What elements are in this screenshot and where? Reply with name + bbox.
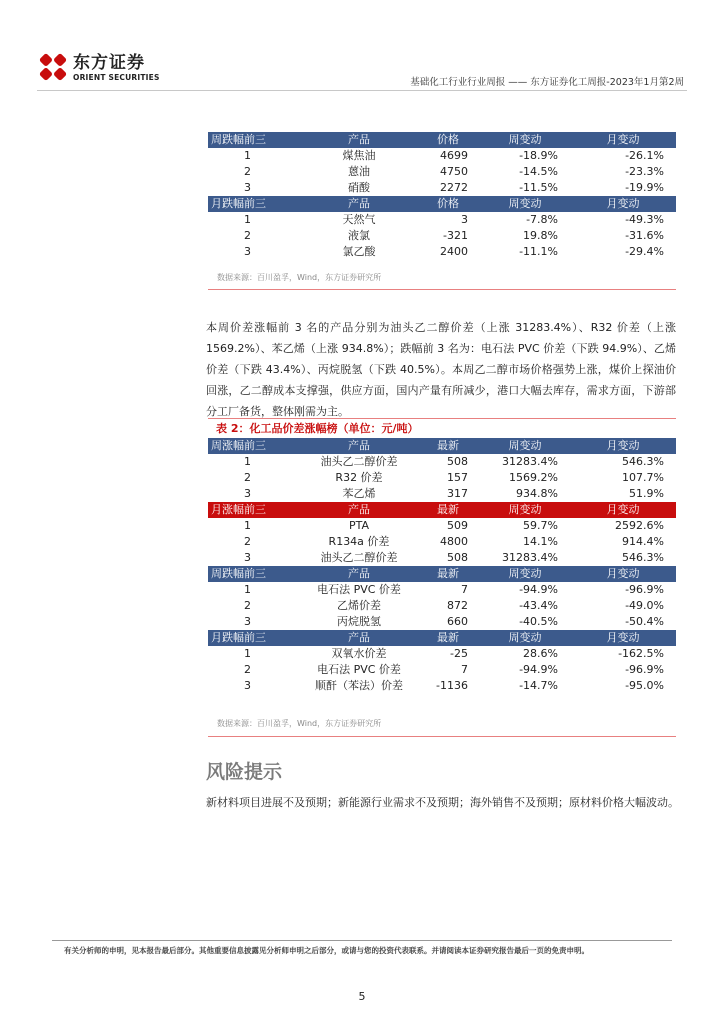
table-row — [208, 486, 676, 502]
week-change-cell: -94.9% — [519, 663, 558, 676]
table-row — [208, 228, 676, 244]
product-cell: R32 价差 — [335, 471, 383, 484]
month-change-cell: -23.3% — [625, 165, 664, 178]
month-change-cell: -49.3% — [625, 213, 664, 226]
header-cell: 周变动 — [480, 502, 570, 518]
value-cell: 317 — [447, 487, 468, 500]
rank-cell: 1 — [244, 149, 251, 162]
header-cell: 月变动 — [570, 132, 676, 148]
month-change-cell: -162.5% — [618, 647, 664, 660]
product-cell: R134a 价差 — [328, 535, 390, 548]
table-header-row — [208, 566, 676, 582]
week-change-cell: 28.6% — [523, 647, 558, 660]
table-row — [208, 244, 676, 260]
month-change-cell: -49.0% — [625, 599, 664, 612]
rank-cell: 3 — [244, 245, 251, 258]
month-change-cell: -96.9% — [625, 583, 664, 596]
table-row — [208, 180, 676, 196]
table2-source-note: 数据来源：百川盈孚，Wind，东方证券研究所 — [217, 719, 382, 728]
page-number: 5 — [358, 990, 366, 1003]
value-cell: 7 — [461, 663, 468, 676]
report-title: 基础化工行业行业周报 —— 东方证券化工周报-2023年1月第2周 — [410, 77, 684, 88]
week-change-cell: 31283.4% — [502, 551, 558, 564]
value-cell: 4699 — [440, 149, 468, 162]
value-cell: 660 — [447, 615, 468, 628]
header-cell: 月变动 — [570, 196, 676, 212]
table-row — [208, 148, 676, 164]
week-change-cell: 31283.4% — [502, 455, 558, 468]
product-cell: 苯乙烯 — [342, 487, 376, 500]
footer-disclaimer: 有关分析师的申明，见本报告最后部分。其他重要信息披露见分析师申明之后部分，或请与您的投资代表联系。并请阅读本证券研究报告最后一页的免责申明。 — [64, 946, 589, 955]
product-cell: 天然气 — [342, 213, 376, 226]
rank-cell: 3 — [244, 615, 251, 628]
header-cell: 价格 — [416, 132, 480, 148]
header-cell: 月跌幅前三 — [208, 196, 302, 212]
brand-name-cn: 东方证券 — [73, 53, 145, 73]
value-cell: 3 — [461, 213, 468, 226]
month-change-cell: -31.6% — [625, 229, 664, 242]
rank-cell: 1 — [244, 519, 251, 532]
month-change-cell: -96.9% — [625, 663, 664, 676]
week-change-cell: 14.1% — [523, 535, 558, 548]
product-cell: 液氯 — [348, 229, 370, 242]
rank-cell: 2 — [244, 599, 251, 612]
table-row — [208, 582, 676, 598]
table2-title: 表 2：化工品价差涨幅榜（单位：元/吨） — [216, 422, 419, 435]
month-change-cell: 2592.6% — [615, 519, 664, 532]
value-cell: 7 — [461, 583, 468, 596]
header-cell: 周变动 — [480, 438, 570, 454]
week-change-cell: -11.1% — [519, 245, 558, 258]
orient-securities-logo-icon — [37, 51, 69, 83]
header-cell: 最新 — [416, 630, 480, 646]
product-cell: 顺酐（苯法）价差 — [315, 679, 403, 692]
rank-cell: 3 — [244, 181, 251, 194]
week-change-cell: -43.4% — [519, 599, 558, 612]
summary-paragraph: 本周价差涨幅前 3 名的产品分别为油头乙二醇价差（上涨 31283.4%）、R32 价差（上涨 1569.2%）、苯乙烯（上涨 934.8%）；跌幅前 3 名为：电石法 PVC 价差（下跌 94.9%）、乙烯价差（下跌 43.4%）、丙烷脱氢（下跌 40.5%）。本周乙二醇市场价格强势上涨，煤价上探油价回涨，乙二醇成本支撑强，供应方面，国内产量有所减少，港口大幅去库存，需求方面，下游部分工厂备货，整体刚需为主。 — [206, 321, 676, 418]
rank-cell: 2 — [244, 663, 251, 676]
table1-source-note: 数据来源：百川盈孚，Wind，东方证券研究所 — [217, 273, 382, 282]
month-change-cell: 107.7% — [622, 471, 664, 484]
rank-cell: 2 — [244, 471, 251, 484]
value-cell: 157 — [447, 471, 468, 484]
header-cell: 周涨幅前三 — [208, 438, 302, 454]
value-cell: -1136 — [436, 679, 468, 692]
table2-bottom-rule — [208, 736, 676, 737]
month-change-cell: -26.1% — [625, 149, 664, 162]
brand-name-en: ORIENT SECURITIES — [73, 73, 160, 82]
month-change-cell: 546.3% — [622, 455, 664, 468]
table-header-row — [208, 438, 676, 454]
table-row — [208, 518, 676, 534]
week-change-cell: 59.7% — [523, 519, 558, 532]
header-cell: 产品 — [302, 132, 416, 148]
risk-text: 新材料项目进展不及预期；新能源行业需求不及预期；海外销售不及预期；原材料价格大幅波动。 — [206, 796, 679, 809]
rank-cell: 1 — [244, 455, 251, 468]
week-change-cell: -94.9% — [519, 583, 558, 596]
header-cell: 产品 — [302, 630, 416, 646]
table-header-row — [208, 502, 676, 518]
value-cell: 509 — [447, 519, 468, 532]
table-row — [208, 164, 676, 180]
value-cell: 872 — [447, 599, 468, 612]
header-cell: 产品 — [302, 502, 416, 518]
table-row — [208, 598, 676, 614]
header-cell: 月变动 — [570, 630, 676, 646]
value-cell: -25 — [450, 647, 468, 660]
product-cell: PTA — [348, 519, 370, 532]
header-cell: 最新 — [416, 566, 480, 582]
header-cell: 产品 — [302, 196, 416, 212]
rank-cell: 2 — [244, 535, 251, 548]
product-cell: 电石法 PVC 价差 — [317, 583, 401, 596]
table-row — [208, 646, 676, 662]
table-header-row — [208, 630, 676, 646]
month-change-cell: 51.9% — [629, 487, 664, 500]
table-row — [208, 212, 676, 228]
rank-cell: 3 — [244, 551, 251, 564]
product-cell: 氯乙酸 — [342, 245, 376, 258]
header-cell: 产品 — [302, 566, 416, 582]
header-cell: 周变动 — [480, 566, 570, 582]
value-cell: 4800 — [440, 535, 468, 548]
week-change-cell: 934.8% — [516, 487, 558, 500]
header-cell: 价格 — [416, 196, 480, 212]
header-cell: 月变动 — [570, 566, 676, 582]
header-cell: 周跌幅前三 — [208, 132, 302, 148]
table-row — [208, 678, 676, 694]
product-cell: 硝酸 — [348, 181, 370, 194]
product-cell: 蒽油 — [348, 165, 370, 178]
week-change-cell: 19.8% — [523, 229, 558, 242]
week-change-cell: -18.9% — [519, 149, 558, 162]
header-cell: 最新 — [416, 502, 480, 518]
product-cell: 丙烷脱氢 — [337, 615, 381, 628]
month-change-cell: 914.4% — [622, 535, 664, 548]
value-cell: 4750 — [440, 165, 468, 178]
table-row — [208, 614, 676, 630]
table-header-row — [208, 196, 676, 212]
header-cell: 月变动 — [570, 502, 676, 518]
product-cell: 煤焦油 — [342, 149, 376, 162]
rank-cell: 1 — [244, 647, 251, 660]
product-cell: 双氧水价差 — [331, 647, 387, 660]
header-cell: 周变动 — [480, 132, 570, 148]
value-cell: 508 — [447, 455, 468, 468]
week-change-cell: -40.5% — [519, 615, 558, 628]
week-change-cell: -11.5% — [519, 181, 558, 194]
month-change-cell: -29.4% — [625, 245, 664, 258]
table-row — [208, 662, 676, 678]
product-cell: 油头乙二醇价差 — [320, 455, 398, 468]
value-cell: 2400 — [440, 245, 468, 258]
rank-cell: 1 — [244, 583, 251, 596]
header-cell: 周跌幅前三 — [208, 566, 302, 582]
value-cell: 2272 — [440, 181, 468, 194]
week-change-cell: -14.7% — [519, 679, 558, 692]
product-cell: 油头乙二醇价差 — [320, 551, 398, 564]
header-cell: 产品 — [302, 438, 416, 454]
table-header-row — [208, 132, 676, 148]
week-change-cell: 1569.2% — [509, 471, 558, 484]
header-cell: 最新 — [416, 438, 480, 454]
month-change-cell: -50.4% — [625, 615, 664, 628]
product-cell: 电石法 PVC 价差 — [317, 663, 401, 676]
rank-cell: 1 — [244, 213, 251, 226]
month-change-cell: -19.9% — [625, 181, 664, 194]
header-cell: 月变动 — [570, 438, 676, 454]
header-cell: 月跌幅前三 — [208, 630, 302, 646]
product-cell: 乙烯价差 — [337, 599, 381, 612]
rank-cell: 3 — [244, 679, 251, 692]
rank-cell: 2 — [244, 229, 251, 242]
table-row — [208, 470, 676, 486]
table2-top-rule — [208, 418, 676, 419]
value-cell: -321 — [443, 229, 468, 242]
table1-bottom-rule — [208, 289, 676, 290]
month-change-cell: -95.0% — [625, 679, 664, 692]
header-divider — [37, 90, 687, 91]
header-cell: 周变动 — [480, 630, 570, 646]
month-change-cell: 546.3% — [622, 551, 664, 564]
table-row — [208, 534, 676, 550]
table-row — [208, 454, 676, 470]
risk-section-title: 风险提示 — [206, 761, 283, 783]
week-change-cell: -7.8% — [526, 213, 558, 226]
header-cell: 周变动 — [480, 196, 570, 212]
value-cell: 508 — [447, 551, 468, 564]
price-drop-table — [208, 132, 676, 260]
rank-cell: 2 — [244, 165, 251, 178]
header-cell: 月涨幅前三 — [208, 502, 302, 518]
week-change-cell: -14.5% — [519, 165, 558, 178]
price-spread-table — [208, 438, 676, 694]
rank-cell: 3 — [244, 487, 251, 500]
table-row — [208, 550, 676, 566]
footer-divider — [52, 940, 672, 941]
